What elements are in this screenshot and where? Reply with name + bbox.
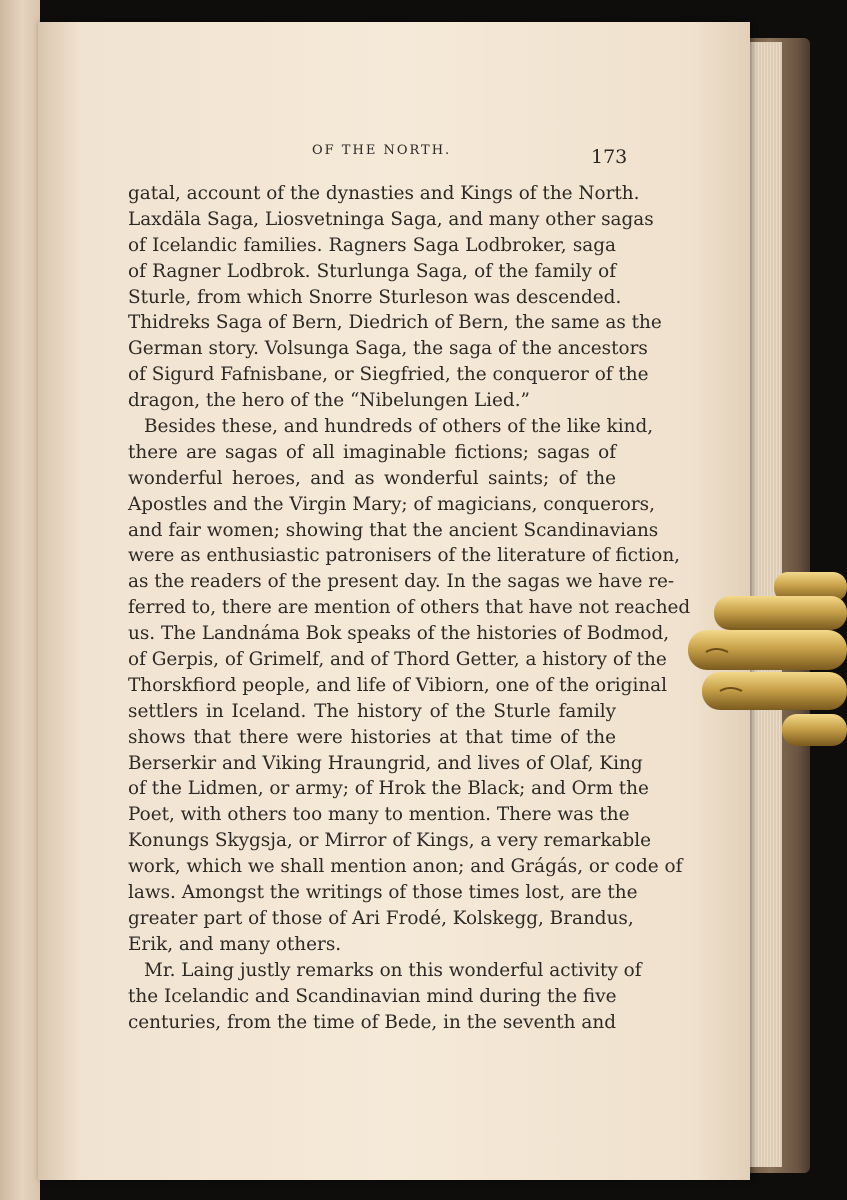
text-line: Poet, with others too many to mention. There was the xyxy=(128,804,630,826)
text-line: the Icelandic and Scandinavian mind during the five xyxy=(128,985,617,1007)
text-line: there are sagas of all imaginable fictions; sagas of xyxy=(128,441,616,463)
text-line: laws. Amongst the writings of those times lost, are the xyxy=(128,882,638,904)
text-line: settlers in Iceland. The history of the Sturle family xyxy=(128,700,616,722)
text-line: Besides these, and hundreds of others of the like kind, xyxy=(144,416,654,438)
text-line: Erik, and many others. xyxy=(128,933,342,955)
text-line: of Gerpis, of Grimelf, and of Thord Getter, a history of the xyxy=(128,649,667,671)
text-line: wonderful heroes, and as wonderful saints; of the xyxy=(128,467,616,489)
text-line: ferred to, there are mention of others that have not reached xyxy=(128,597,691,619)
text-line: work, which we shall mention anon; and Grágás, or code of xyxy=(128,856,683,878)
body-text xyxy=(128,181,691,1035)
text-line: Thidreks Saga of Bern, Diedrich of Bern, the same as the xyxy=(128,312,662,334)
text-line: greater part of those of Ari Frodé, Kolskegg, Brandus, xyxy=(128,907,634,929)
text-line: were as enthusiastic patronisers of the literature of fiction, xyxy=(128,545,681,567)
text-line: as the readers of the present day. In the sagas we have re- xyxy=(128,571,675,593)
brass-hand-weight-icon xyxy=(686,568,847,750)
text-line: German story. Volsunga Saga, the saga of the ancestors xyxy=(128,338,648,360)
running-head: OF THE NORTH. xyxy=(312,143,452,158)
text-line: Laxdäla Saga, Liosvetninga Saga, and many other sagas xyxy=(128,208,654,230)
page-number: 173 xyxy=(591,146,628,168)
text-line: Berserkir and Viking Hraungrid, and lives of Olaf, King xyxy=(128,752,643,774)
text-line: of Sigurd Fafnisbane, or Siegfried, the conqueror of the xyxy=(128,364,649,386)
text-line: us. The Landnáma Bok speaks of the histories of Bodmod, xyxy=(128,623,670,645)
text-line: centuries, from the time of Bede, in the seventh and xyxy=(128,1011,616,1033)
text-line: dragon, the hero of the “Nibelungen Lied.” xyxy=(128,390,530,412)
text-line: gatal, account of the dynasties and Kings of the North. xyxy=(128,183,640,204)
text-line: and fair women; showing that the ancient Scandinavians xyxy=(128,519,659,541)
text-line: Apostles and the Virgin Mary; of magicians, conquerors, xyxy=(128,493,655,515)
text-line: of Ragner Lodbrok. Sturlunga Saga, of the family of xyxy=(128,260,616,282)
facing-page-edge xyxy=(0,0,40,1200)
text-line: Thorskfiord people, and life of Vibiorn, one of the original xyxy=(128,674,668,696)
text-line: of Icelandic families. Ragners Saga Lodbroker, saga xyxy=(128,234,616,256)
text-line: Konungs Skygsja, or Mirror of Kings, a very remarkable xyxy=(128,830,652,852)
text-line: shows that there were histories at that time of the xyxy=(128,726,616,748)
text-line: Mr. Laing justly remarks on this wonderful activity of xyxy=(144,959,642,981)
text-line: Sturle, from which Snorre Sturleson was descended. xyxy=(128,286,622,308)
text-line: of the Lidmen, or army; of Hrok the Black; and Orm the xyxy=(128,778,649,800)
